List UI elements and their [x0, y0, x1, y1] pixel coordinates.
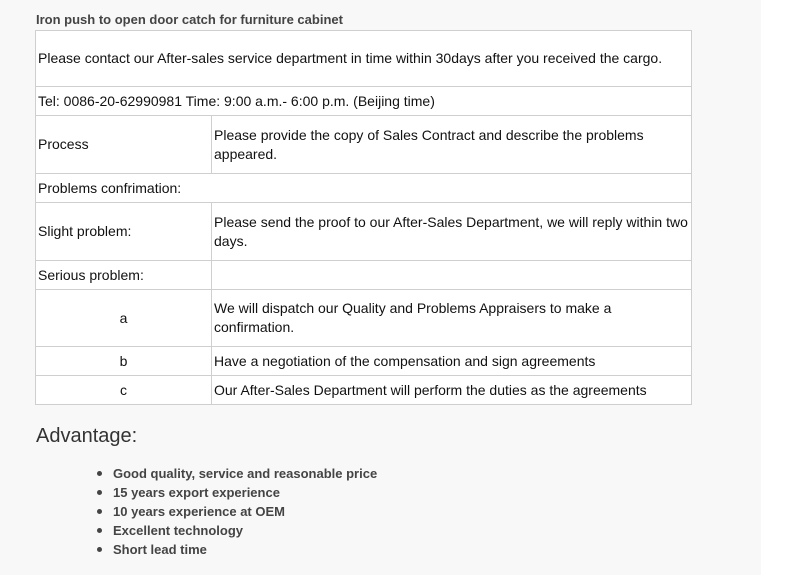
confirmation-label: Problems confrimation: — [36, 174, 692, 203]
list-item — [95, 464, 377, 483]
bullet-icon — [97, 471, 102, 476]
table-row-process — [36, 116, 692, 174]
bullet-icon — [97, 547, 102, 552]
list-item-label: 10 years experience at OEM — [113, 504, 285, 519]
bullet-icon — [97, 528, 102, 533]
contact-notice: Please contact our After-sales service department in time within 30days after you received the cargo. — [36, 31, 692, 87]
step-text: We will dispatch our Quality and Problems Appraisers to make a confirmation. — [212, 290, 692, 347]
product-title: Iron push to open door catch for furniture cabinet — [36, 12, 343, 27]
list-item-label: Excellent technology — [113, 523, 244, 538]
bullet-icon — [97, 509, 102, 514]
table-row-slight-problem — [36, 203, 692, 261]
step-text: Our After-Sales Department will perform the duties as the agreements — [212, 376, 692, 405]
table-row-step-c — [36, 376, 692, 405]
bullet-icon — [97, 490, 102, 495]
list-item — [95, 502, 377, 521]
step-key: c — [36, 376, 212, 405]
process-label: Process — [36, 116, 212, 174]
tel-line: Tel: 0086-20-62990981 Time: 9:00 a.m.- 6:00 p.m. (Beijing time) — [36, 87, 692, 116]
after-sales-table — [35, 30, 692, 405]
slight-problem-text: Please send the proof to our After-Sales Department, we will reply within two days. — [212, 203, 692, 261]
step-key: b — [36, 347, 212, 376]
slight-problem-label: Slight problem: — [36, 203, 212, 261]
serious-problem-text — [212, 261, 692, 290]
table-row-confirmation — [36, 174, 692, 203]
list-item-label: 15 years export experience — [113, 485, 280, 500]
advantage-list — [95, 464, 377, 559]
list-item — [95, 483, 377, 502]
advantage-heading: Advantage: — [36, 425, 138, 447]
process-text: Please provide the copy of Sales Contract and describe the problems appeared. — [212, 116, 692, 174]
table-row-step-a — [36, 290, 692, 347]
step-key: a — [36, 290, 212, 347]
list-item — [95, 521, 377, 540]
list-item — [95, 540, 377, 559]
step-text: Have a negotiation of the compensation and sign agreements — [212, 347, 692, 376]
table-row-step-b — [36, 347, 692, 376]
list-item-label: Short lead time — [113, 542, 207, 557]
table-row-contact — [36, 31, 692, 87]
serious-problem-label: Serious problem: — [36, 261, 212, 290]
table-row-tel — [36, 87, 692, 116]
table-row-serious-problem — [36, 261, 692, 290]
list-item-label: Good quality, service and reasonable price — [113, 466, 378, 481]
